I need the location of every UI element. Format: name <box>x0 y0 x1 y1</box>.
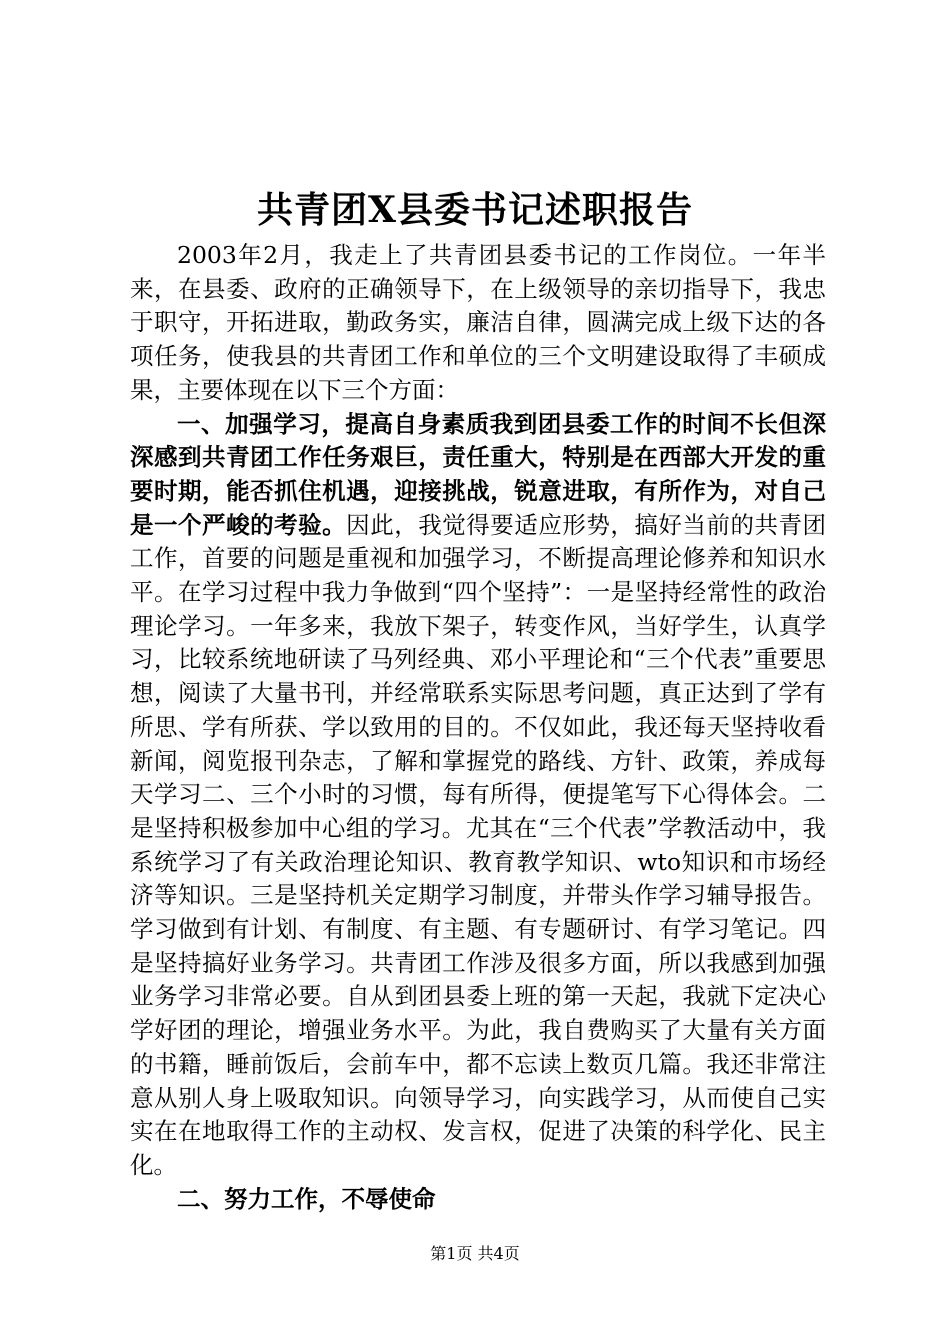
document-title: 共青团X县委书记述职报告 <box>257 189 693 231</box>
document-body <box>130 239 826 1216</box>
section-1-body: 因此，我觉得要适应形势，搞好当前的共青团工作，首要的问题是重视和加强学习，不断提高理论修养和知识水平。在学习过程中我力争做到“四个坚持”：一是坚持经常性的政治理论学习。一年多来，我放下架子，转变作风，当好学生，认真学习，比较系统地研读了马列经典、邓小平理论和“三个代表”重要思想，阅读了大量书刊，并经常联系实际思考问题，真正达到了学有所思、学有所获、学以致用的目的。不仅如此，我还每天坚持收看新闻，阅览报刊杂志，了解和掌握党的路线、方针、政策，养成每天学习二、三个小时的习惯，每有所得，便提笔写下心得体会。二是坚持积极参加中心组的学习。尤其在“三个代表”学教活动中，我系统学习了有关政治理论知识、教育教学知识、wto知识和市场经济等知识。三是坚持机关定期学习制度，并带头作学习辅导报告。学习做到有计划、有制度、有主题、有专题研讨、有学习笔记。四是坚持搞好业务学习。共青团工作涉及很多方面，所以我感到加强业务学习非常必要。自从到团县委上班的第一天起，我就下定决心学好团的理论，增强业务水平。为此，我自费购买了大量有关方面的书籍，睡前饭后，会前车中，都不忘读上数页几篇。我还非常注意从别人身上吸取知识。向领导学习，向实践学习，从而使自己实实在在地取得工作的主动权、发言权，促进了决策的科学化、民主化。 <box>130 510 827 1179</box>
page-footer: 第1页 共4页 <box>430 1244 520 1263</box>
section-1-paragraph <box>130 408 826 1183</box>
section-2-heading: 二、努力工作，不辱使命 <box>177 1184 436 1213</box>
section-1-heading: 一、加强学习，提高自身素质我到团县委工作的时间不长但深深感到共青团工作任务艰巨，责任重大，特别是在西部大开发的重要时期，能否抓住机遇，迎接挑战，锐意进取，有所作为，对自己是一个严峻的考验。 <box>130 409 826 539</box>
intro-paragraph: 2003年2月，我走上了共青团县委书记的工作岗位。一年半来，在县委、政府的正确领导下，在上级领导的亲切指导下，我忠于职守，开拓进取，勤政务实，廉洁自律，圆满完成上级下达的各项任务，使我县的共青团工作和单位的三个文明建设取得了丰硕成果，主要体现在以下三个方面： <box>130 241 826 404</box>
